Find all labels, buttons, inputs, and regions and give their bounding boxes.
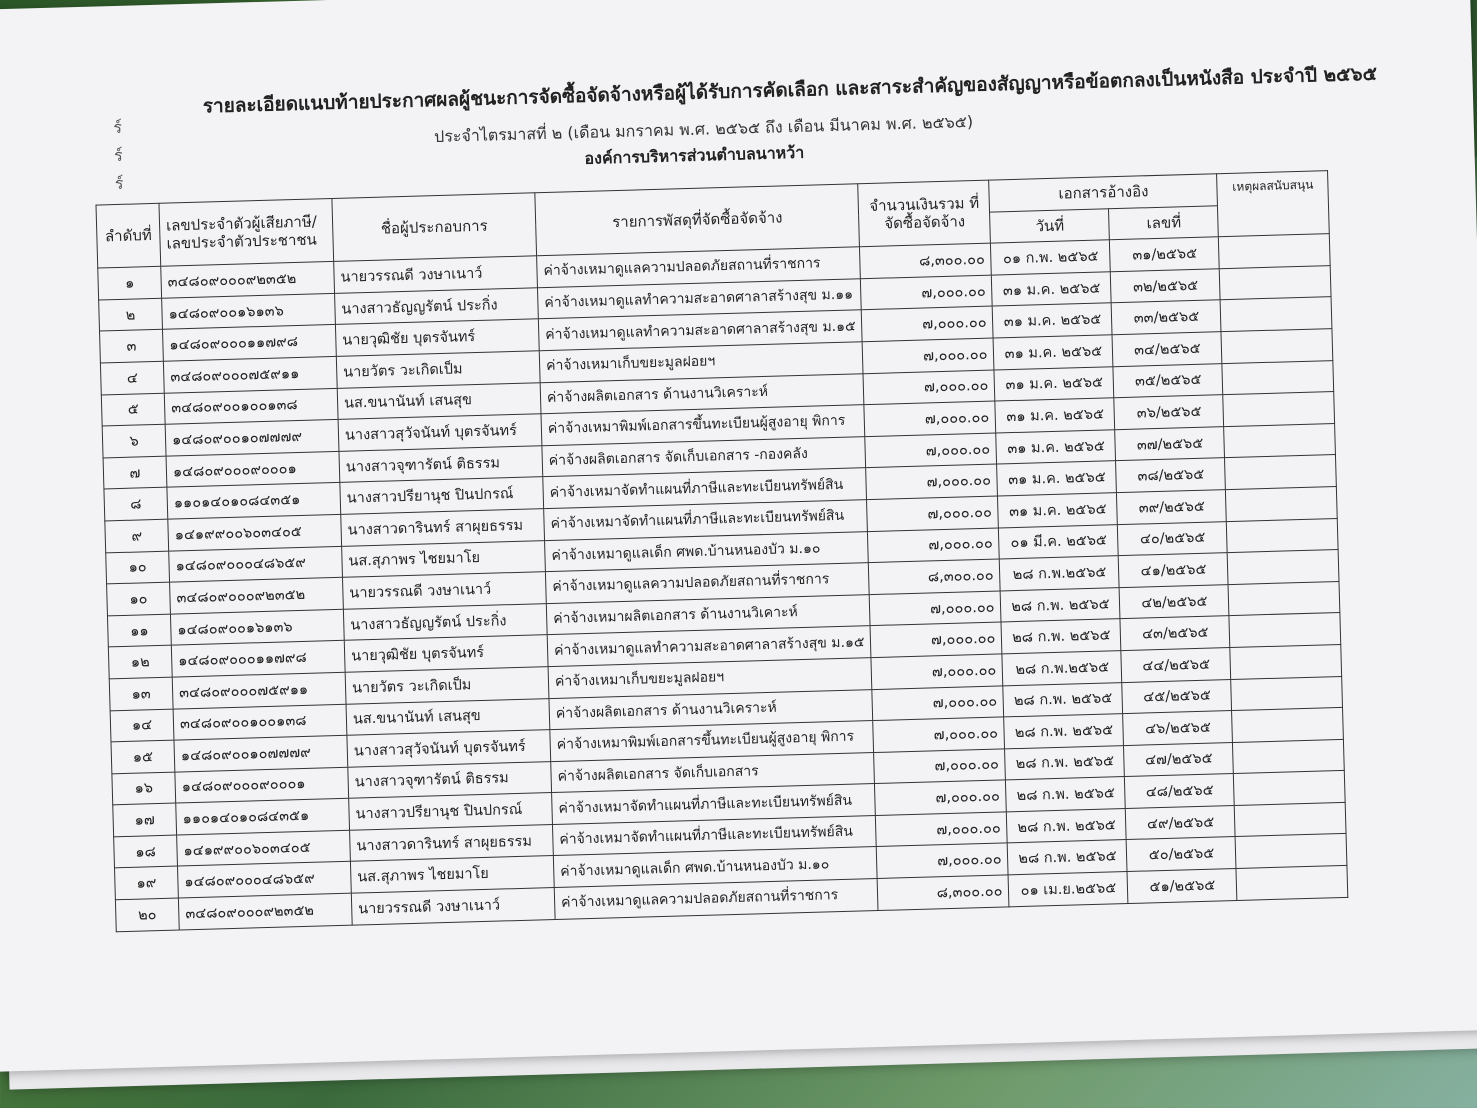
row-number: ๑๙ — [115, 867, 179, 900]
row-vendor: นางสาวปรียานุช ปินปกรณ์ — [349, 793, 553, 830]
row-tax-id: ๑๔๘๐๙๐๐๑๖๑๓๖ — [162, 293, 336, 329]
row-reason — [1220, 265, 1332, 300]
row-item: ค่าจ้างเหมาดูแลความปลอดภัยสถานที่ราชการ — [545, 563, 869, 604]
row-ref-date: ๓๑ ม.ค. ๒๕๖๕ — [993, 335, 1113, 370]
row-amount: ๗,๐๐๐.๐๐ — [870, 622, 1002, 657]
row-vendor: นางสาวจุฑารัตน์ ติธรรม — [348, 761, 552, 798]
row-item: ค่าจ้างผลิตเอกสาร จัดเก็บเอกสาร -กองคลัง — [542, 436, 866, 477]
row-amount: ๗,๐๐๐.๐๐ — [873, 717, 1005, 752]
row-number: ๑ — [98, 266, 162, 299]
row-ref-number: ๓๒/๒๕๖๕ — [1111, 268, 1221, 303]
row-reason — [1225, 455, 1337, 490]
row-ref-number: ๕๑/๒๕๖๕ — [1127, 869, 1237, 904]
row-tax-id: ๑๔๘๐๙๐๐๐๔๘๖๕๙ — [169, 546, 343, 582]
row-vendor: นายวัตร วะเกิดเป็ม — [336, 351, 540, 388]
header-tax-id: เลขประจำตัวผู้เสียภาษี/ เลขประจำตัวประชาชน — [159, 198, 334, 266]
row-ref-number: ๓๓/๒๕๖๕ — [1112, 300, 1222, 335]
row-ref-number: ๔๘/๒๕๖๕ — [1125, 774, 1235, 809]
row-tax-id: ๓๔๘๐๙๐๐๑๐๐๑๓๘ — [173, 704, 347, 740]
row-ref-number: ๕๐/๒๕๖๕ — [1127, 837, 1237, 872]
row-vendor: นายวุฒิชัย บุตรจันทร์ — [344, 635, 548, 672]
row-tax-id: ๓๔๘๐๙๐๐๑๐๐๑๓๘ — [164, 388, 338, 424]
row-ref-number: ๔๕/๒๕๖๕ — [1122, 679, 1232, 714]
row-number: ๑๘ — [114, 835, 178, 868]
row-item: ค่าจ้างผลิตเอกสาร ด้านงานวิเคราะห์ — [549, 689, 873, 730]
row-number: ๔ — [100, 361, 164, 394]
row-ref-date: ๒๘ ก.พ. ๒๕๖๕ — [1004, 714, 1124, 749]
row-reason — [1226, 486, 1338, 521]
header-item: รายการพัสดุที่จัดซื้อจัดจ้าง — [535, 184, 860, 256]
row-ref-date: ๓๑ ม.ค. ๒๕๖๕ — [998, 493, 1118, 528]
row-vendor: นายวัตร วะเกิดเป็ม — [345, 667, 549, 704]
row-amount: ๗,๐๐๐.๐๐ — [870, 591, 1002, 626]
row-tax-id: ๓๔๘๐๙๐๐๐๗๕๙๑๑ — [163, 356, 337, 392]
row-ref-date: ๐๑ มี.ค. ๒๕๖๕ — [999, 524, 1119, 559]
row-tax-id: ๓๔๘๐๙๐๐๐๙๒๓๕๒ — [161, 262, 335, 298]
row-number: ๑๑ — [107, 614, 171, 647]
header-amount: จำนวนเงินรวม ที่จัดซื้อจัดจ้าง — [858, 180, 991, 247]
row-ref-number: ๓๔/๒๕๖๕ — [1112, 332, 1222, 367]
row-reason — [1234, 771, 1346, 806]
row-ref-number: ๔๒/๒๕๖๕ — [1120, 584, 1230, 619]
row-vendor: นส.สุภาพร ไชยมาโย — [350, 856, 554, 893]
document-title: รายละเอียดแนบท้ายประกาศผลผู้ชนะการจัดซื้อจัดจ้างหรือผู้ได้รับการคัดเลือก และสาระสำคัญของสัญญาหรือข้อตกลงเป็นหนังสือ ประจำปี ๒๕๖๕ — [202, 62, 1378, 118]
row-item: ค่าจ้างเหมาพิมพ์เอกสารขึ้นทะเบียนผู้สูงอายุ พิการ — [550, 721, 874, 762]
row-reason — [1219, 234, 1331, 269]
row-ref-number: ๔๓/๒๕๖๕ — [1120, 616, 1230, 651]
row-reason — [1221, 329, 1333, 364]
row-ref-number: ๓๙/๒๕๖๕ — [1117, 490, 1227, 525]
row-vendor: นส.สุภาพร ไชยมาโย — [342, 540, 546, 577]
row-amount: ๗,๐๐๐.๐๐ — [866, 464, 998, 499]
row-vendor: นายวรรณดี วงษาเนาว์ — [351, 888, 555, 925]
row-ref-date: ๓๑ ม.ค. ๒๕๖๕ — [993, 303, 1113, 338]
row-ref-date: ๒๘ ก.พ. ๒๕๖๕ — [1005, 745, 1125, 780]
row-amount: ๗,๐๐๐.๐๐ — [861, 275, 993, 310]
row-tax-id: ๑๔๘๐๙๐๐๐๑๑๗๙๘ — [162, 325, 336, 361]
row-reason — [1227, 518, 1339, 553]
row-ref-number: ๔๑/๒๕๖๕ — [1119, 553, 1229, 588]
row-ref-date: ๓๑ ม.ค. ๒๕๖๕ — [997, 461, 1117, 496]
row-ref-number: ๓๖/๒๕๖๕ — [1114, 395, 1224, 430]
row-item: ค่าจ้างเหมาจัดทำแผนที่ภาษีและทะเบียนทรัพย์สิน — [543, 468, 867, 509]
row-reason — [1233, 739, 1345, 774]
row-vendor: นายวรรณดี วงษาเนาว์ — [334, 256, 538, 293]
row-amount: ๗,๐๐๐.๐๐ — [863, 338, 995, 373]
row-vendor: นส.ขนานันท์ เสนสุข — [346, 698, 550, 735]
row-ref-number: ๔๔/๒๕๖๕ — [1121, 647, 1231, 682]
row-ref-date: ๒๘ ก.พ.๒๕๖๕ — [1002, 651, 1122, 686]
row-number: ๑๖ — [112, 772, 176, 805]
row-amount: ๗,๐๐๐.๐๐ — [864, 401, 996, 436]
row-number: ๖ — [102, 424, 166, 457]
row-ref-number: ๓๘/๒๕๖๕ — [1116, 458, 1226, 493]
row-reason — [1236, 834, 1348, 869]
row-number: ๑๐ — [106, 551, 170, 584]
row-reason — [1231, 676, 1343, 711]
row-amount: ๘,๓๐๐.๐๐ — [869, 559, 1001, 594]
row-ref-date: ๒๘ ก.พ. ๒๕๖๕ — [1001, 587, 1121, 622]
row-item: ค่าจ้างเหมาดูแลความปลอดภัยสถานที่ราชการ — [537, 247, 861, 288]
header-reason: เหตุผลสนับสนุน — [1217, 171, 1330, 237]
row-vendor: นางสาวปรียานุช ปินปกรณ์ — [340, 477, 544, 514]
row-ref-date: ๓๑ ม.ค. ๒๕๖๕ — [996, 429, 1116, 464]
row-reason — [1222, 360, 1334, 395]
row-number: ๒ — [99, 298, 163, 331]
row-item: ค่าจ้างเหมาเก็บขยะมูลฝอยฯ — [539, 342, 863, 383]
row-ref-date: ๒๘ ก.พ. ๒๕๖๕ — [1007, 808, 1127, 843]
row-item: ค่าจ้างผลิตเอกสาร จัดเก็บเอกสาร — [551, 752, 875, 793]
row-tax-id: ๑๑๐๑๔๐๑๐๘๔๓๕๑ — [176, 799, 350, 835]
row-amount: ๗,๐๐๐.๐๐ — [862, 306, 994, 341]
header-ref-number: เลขที่ — [1109, 205, 1219, 240]
header-no: ลำดับที่ — [96, 203, 161, 268]
row-ref-number: ๔๗/๒๕๖๕ — [1124, 742, 1234, 777]
row-tax-id: ๑๑๐๑๔๐๑๐๘๔๓๕๑ — [167, 483, 341, 519]
header-reference-group: เอกสารอ้างอิง — [989, 174, 1218, 212]
row-vendor: นางสาวดารินทร์ สาผุยธรรม — [341, 509, 545, 546]
row-item: ค่าจ้างเหมาจัดทำแผนที่ภาษีและทะเบียนทรัพย์สิน — [544, 500, 868, 541]
row-amount: ๗,๐๐๐.๐๐ — [872, 685, 1004, 720]
row-vendor: นางสาวธัญญรัตน์ ประกิ่ง — [343, 603, 547, 640]
row-item: ค่าจ้างเหมาดูแลทำความสะอาดศาลาสร้างสุข ม.๑๑ — [537, 279, 861, 320]
row-item: ค่าจ้างเหมาดูแลเด็ก ศพด.บ้านหนองบัว ม.๑๐ — [545, 531, 869, 572]
row-number: ๕ — [101, 393, 165, 426]
row-number: ๑๒ — [108, 645, 172, 678]
header-ref-date: วันที่ — [990, 208, 1110, 243]
row-tax-id: ๓๔๘๐๙๐๐๐๙๒๓๕๒ — [170, 577, 344, 613]
row-vendor: นางสาวสุวัจนันท์ บุตรจันทร์ — [347, 730, 551, 767]
margin-tick-marks: ร์ ร์ ร์ — [113, 117, 124, 194]
row-amount: ๗,๐๐๐.๐๐ — [867, 496, 999, 531]
row-ref-date: ๓๑ ม.ค. ๒๕๖๕ — [995, 398, 1115, 433]
row-tax-id: ๑๔๘๐๙๐๐๐๑๑๗๙๘ — [171, 641, 345, 677]
row-vendor: นางสาวจุฑารัตน์ ติธรรม — [339, 445, 543, 482]
row-ref-date: ๐๑ เม.ย.๒๕๖๕ — [1008, 872, 1128, 907]
header-vendor: ชื่อผู้ประกอบการ — [332, 193, 537, 262]
row-ref-date: ๒๘ ก.พ. ๒๕๖๕ — [1008, 840, 1128, 875]
row-tax-id: ๑๔๘๐๙๐๐๐๙๐๐๐๑ — [166, 451, 340, 487]
row-ref-number: ๔๖/๒๕๖๕ — [1123, 711, 1233, 746]
row-item: ค่าจ้างเหมาจัดทำแผนที่ภาษีและทะเบียนทรัพย์สิน — [552, 815, 876, 856]
row-reason — [1228, 581, 1340, 616]
row-number: ๑๐ — [107, 582, 171, 615]
row-item: ค่าจ้างเหมาเก็บขยะมูลฝอยฯ — [548, 657, 872, 698]
row-amount: ๗,๐๐๐.๐๐ — [877, 843, 1009, 878]
document-subtitle: ประจำไตรมาสที่ ๒ (เดือน มกราคม พ.ศ. ๒๕๖๕ ถึง เดือน มีนาคม พ.ศ. ๒๕๖๕) — [433, 112, 974, 147]
row-amount: ๗,๐๐๐.๐๐ — [863, 370, 995, 405]
row-ref-date: ๓๑ ม.ค. ๒๕๖๕ — [992, 272, 1112, 307]
row-amount: ๗,๐๐๐.๐๐ — [874, 749, 1006, 784]
row-number: ๘ — [104, 488, 168, 521]
row-tax-id: ๑๔๘๐๙๐๐๑๐๗๗๗๙ — [165, 420, 339, 456]
row-reason — [1224, 423, 1336, 458]
row-item: ค่าจ้างผลิตเอกสาร ด้านงานวิเคราะห์ — [540, 373, 864, 414]
row-tax-id: ๑๔๘๐๙๐๐๐๙๐๐๐๑ — [175, 767, 349, 803]
row-ref-number: ๓๕/๒๕๖๕ — [1113, 363, 1223, 398]
row-amount: ๗,๐๐๐.๐๐ — [871, 654, 1003, 689]
row-number: ๑๕ — [111, 740, 175, 773]
organization-name: องค์การบริหารส่วนตำบลนาหว้า — [584, 142, 805, 168]
row-amount: ๗,๐๐๐.๐๐ — [875, 780, 1007, 815]
row-ref-date: ๒๘ ก.พ. ๒๕๖๕ — [1003, 682, 1123, 717]
row-number: ๗ — [103, 456, 167, 489]
row-number: ๙ — [105, 519, 169, 552]
row-vendor: นส.ขนานันท์ เสนสุข — [337, 382, 541, 419]
row-tax-id: ๑๔๘๐๙๐๐๐๔๘๖๕๙ — [177, 862, 351, 898]
row-amount: ๗,๐๐๐.๐๐ — [868, 528, 1000, 563]
row-vendor: นายวุฒิชัย บุตรจันทร์ — [335, 319, 539, 356]
row-amount: ๗,๐๐๐.๐๐ — [865, 433, 997, 468]
row-item: ค่าจ้างเหมาพิมพ์เอกสารขึ้นทะเบียนผู้สูงอายุ พิการ — [541, 405, 865, 446]
row-vendor: นางสาวดารินทร์ สาผุยธรรม — [350, 824, 554, 861]
row-item: ค่าจ้างเหมาดูแลทำความสะอาดศาลาสร้างสุข ม.๑๕ — [538, 310, 862, 351]
row-number: ๒๐ — [115, 898, 179, 931]
row-number: ๑๓ — [109, 677, 173, 710]
row-ref-number: ๓๗/๒๕๖๕ — [1115, 426, 1225, 461]
row-vendor: นางสาวสุวัจนันท์ บุตรจันทร์ — [338, 414, 542, 451]
row-reason — [1221, 297, 1333, 332]
row-amount: ๗,๐๐๐.๐๐ — [876, 812, 1008, 847]
procurement-table — [95, 170, 1348, 932]
row-reason — [1235, 802, 1347, 837]
row-amount: ๘,๓๐๐.๐๐ — [878, 875, 1010, 910]
row-ref-number: ๔๐/๒๕๖๕ — [1118, 521, 1228, 556]
row-ref-number: ๓๑/๒๕๖๕ — [1110, 237, 1220, 272]
row-reason — [1236, 865, 1348, 900]
row-number: ๓ — [100, 330, 164, 363]
row-ref-date: ๒๘ ก.พ.๒๕๖๕ — [1000, 556, 1120, 591]
row-reason — [1229, 613, 1341, 648]
row-item: ค่าจ้างเหมาดูแลเด็ก ศพด.บ้านหนองบัว ม.๑๐ — [553, 847, 877, 888]
row-reason — [1223, 392, 1335, 427]
row-vendor: นายวรรณดี วงษาเนาว์ — [342, 572, 546, 609]
row-reason — [1232, 708, 1344, 743]
row-number: ๑๔ — [110, 709, 174, 742]
row-reason — [1228, 550, 1340, 585]
row-tax-id: ๑๔๑๙๙๐๐๖๐๓๔๐๕ — [168, 514, 342, 550]
row-vendor: นางสาวธัญญรัตน์ ประกิ่ง — [335, 288, 539, 325]
row-ref-date: ๒๘ ก.พ. ๒๕๖๕ — [1001, 619, 1121, 654]
row-tax-id: ๓๔๘๐๙๐๐๐๙๒๓๕๒ — [178, 893, 352, 929]
row-item: ค่าจ้างเหมาดูแลความปลอดภัยสถานที่ราชการ — [554, 879, 878, 920]
row-tax-id: ๑๔๘๐๙๐๐๑๖๑๓๖ — [170, 609, 344, 645]
row-ref-number: ๔๙/๒๕๖๕ — [1126, 805, 1236, 840]
row-item: ค่าจ้างเหมาจัดทำแผนที่ภาษีและทะเบียนทรัพย์สิน — [552, 784, 876, 825]
row-amount: ๘,๓๐๐.๐๐ — [860, 243, 992, 278]
row-ref-date: ๓๑ ม.ค. ๒๕๖๕ — [994, 366, 1114, 401]
row-item: ค่าจ้างเหมาดูแลทำความสะอาดศาลาสร้างสุข ม.๑๕ — [547, 626, 871, 667]
row-item: ค่าจ้างเหมาผลิตเอกสาร ด้านงานวิเคาะห์ — [546, 594, 870, 635]
row-tax-id: ๑๔๘๐๙๐๐๑๐๗๗๗๙ — [174, 735, 348, 771]
row-tax-id: ๑๔๑๙๙๐๐๖๐๓๔๐๕ — [177, 830, 351, 866]
row-number: ๑๗ — [113, 803, 177, 836]
row-ref-date: ๐๑ ก.พ. ๒๕๖๕ — [991, 240, 1111, 275]
row-reason — [1230, 644, 1342, 679]
row-tax-id: ๓๔๘๐๙๐๐๐๗๕๙๑๑ — [172, 672, 346, 708]
row-ref-date: ๒๘ ก.พ. ๒๕๖๕ — [1006, 777, 1126, 812]
